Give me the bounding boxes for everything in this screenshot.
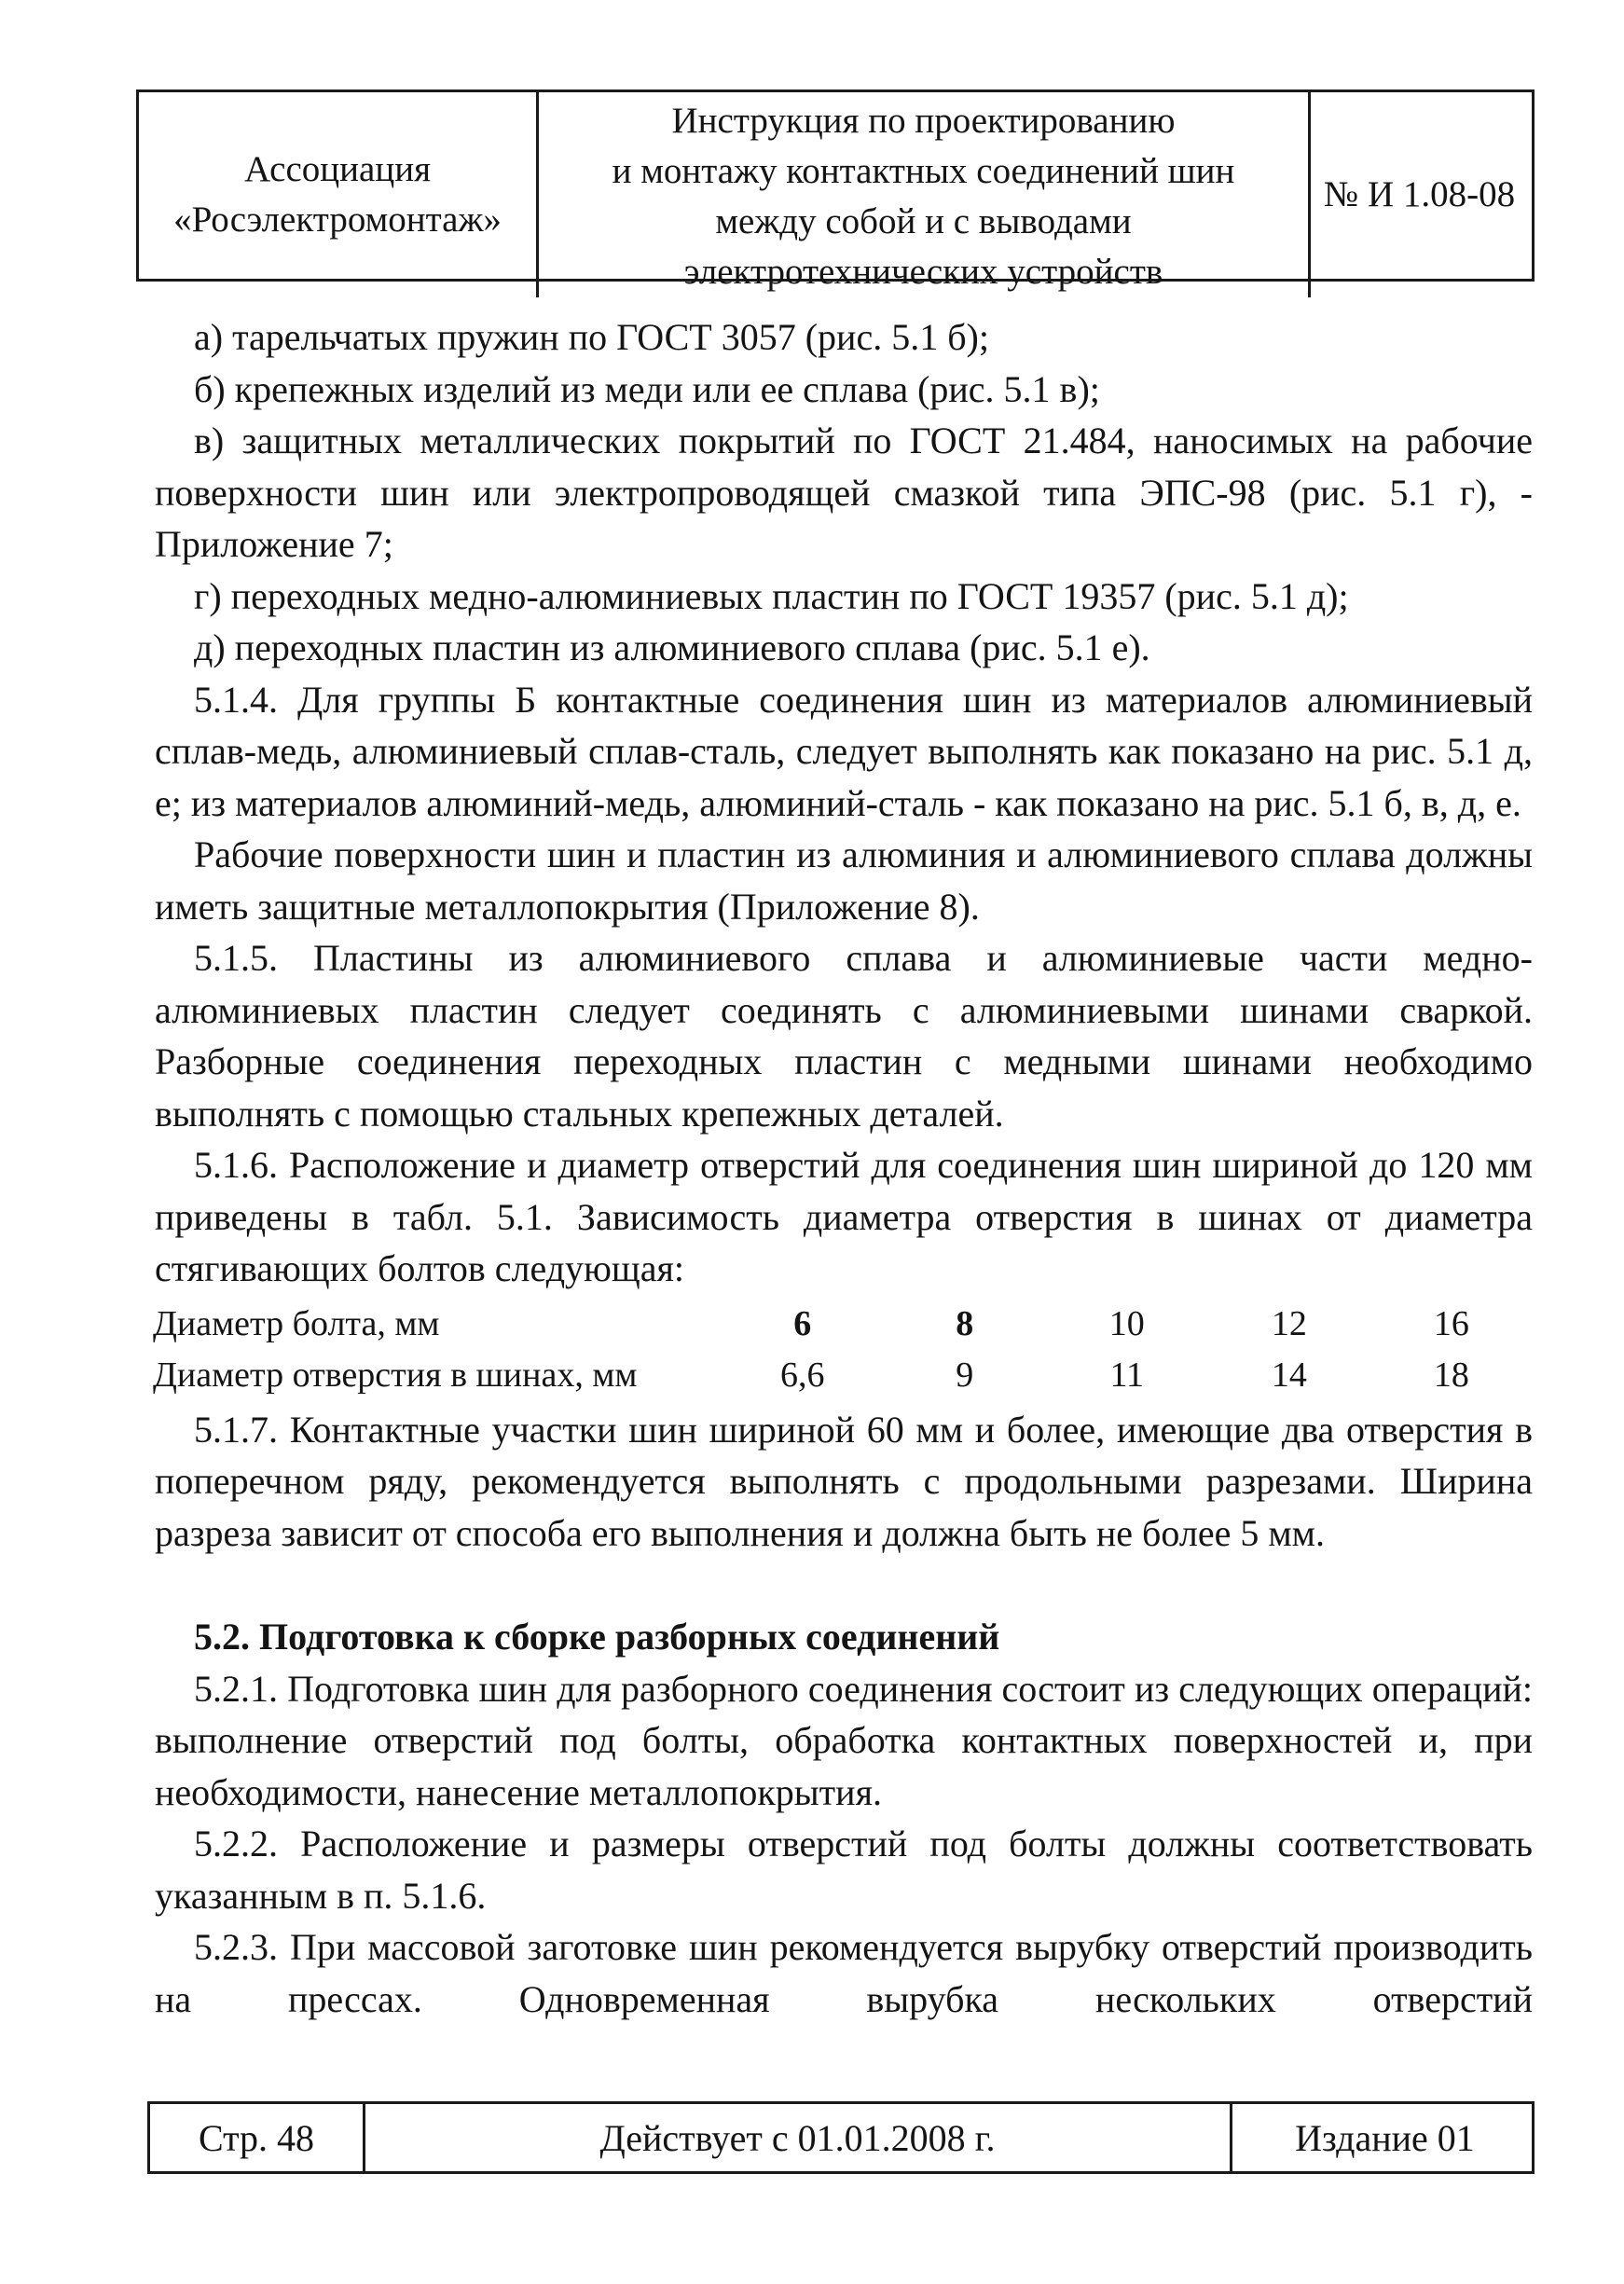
document-body <box>155 311 1533 2025</box>
org-name-line-1: Ассоциация <box>243 149 432 189</box>
table-cell: 6 <box>793 1303 812 1343</box>
paragraph-item-b: б) крепежных изделий из меди или ее сплава (рис. 5.1 в); <box>194 367 1100 410</box>
header-document-number: № И 1.08-08 <box>1308 92 1537 297</box>
table-cell: 6,6 <box>780 1355 825 1395</box>
paragraph-5-2-1: 5.2.1. Подготовка шин для разборного соединения состоит из следующих операций: выполнение отверстий под болты, обработка контактных поверхностей и, при необходимости, нанесение металлопокрытия. <box>155 1667 1533 1813</box>
table-cell: 12 <box>1271 1303 1307 1343</box>
paragraph-item-d: д) переходных пластин из алюминиевого сплава (рис. 5.1 е). <box>194 626 1150 668</box>
section-heading-5-2: 5.2. Подготовка к сборке разборных соединений <box>194 1616 1000 1658</box>
paragraph-5-1-6: 5.1.6. Расположение и диаметр отверстий для соединения шин шириной до 120 мм приведены в табл. 5.1. Зависимость диаметра отверстия в шинах от диаметра стягивающих болтов следующая: <box>155 1144 1533 1289</box>
document-header <box>136 89 1535 292</box>
header-document-title <box>536 92 1308 297</box>
table-cell: 8 <box>956 1303 974 1343</box>
table-row-label: Диаметр болта, мм <box>153 1303 440 1343</box>
paragraph-5-2-2: 5.2.2. Расположение и размеры отверстий под болты должны соответствовать указанным в п. 5.1.6. <box>155 1823 1533 1917</box>
paragraph-item-g: г) переходных медно-алюминиевых пластин по ГОСТ 19357 (рис. 5.1 д); <box>194 574 1349 617</box>
table-cell: 14 <box>1271 1355 1307 1395</box>
title-line-3: между собой и с выводами <box>715 201 1132 241</box>
paragraph-protective-coatings: Рабочие поверхности шин и пластин из алюминия и алюминиевого сплава должны иметь защитные металлопокрытия (Приложение 8). <box>155 833 1533 928</box>
title-line-2: и монтажу контактных соединений шин <box>612 151 1235 191</box>
paragraph-5-1-4: 5.1.4. Для группы Б контактные соединения шин из материалов алюминиевый сплав-медь, алюминиевый сплав-сталь, следует выполнять как показано на рис. 5.1 д, е; из материалов алюминий-медь, алюминий-сталь - как показано на рис. 5.1 б, в, д, е. <box>155 678 1533 824</box>
bolt-hole-diameter-table <box>153 1299 1533 1402</box>
org-name-line-2: «Росэлектромонтаж» <box>173 200 502 240</box>
footer-effective-date: Действует с 01.01.2008 г. <box>363 2104 1230 2171</box>
paragraph-5-1-7: 5.1.7. Контактные участки шин шириной 60 мм и более, имеющие два отверстия в поперечном ряду, рекомендуется выполнять с продольными разрезами. Ширина разреза зависит от способа его выполнения и должна быть не более 5 мм. <box>155 1408 1533 1554</box>
table-cell: 9 <box>956 1355 974 1395</box>
paragraph-5-2-3: 5.2.3. При массовой заготовке шин рекомендуется вырубку отверстий производить на прессах. Одновременная вырубка нескольких отверстий <box>155 1926 1533 2020</box>
table-row <box>153 1350 1533 1402</box>
table-row <box>153 1299 1533 1351</box>
paragraph-item-v: в) защитных металлических покрытий по ГОСТ 21.484, наносимых на рабочие поверхности шин или электропроводящей смазкой типа ЭПС-98 (рис. 5.1 г), - Приложение 7; <box>155 420 1533 565</box>
footer-page-number: Стр. 48 <box>198 2116 315 2159</box>
table-cell: 18 <box>1433 1355 1469 1395</box>
title-line-4: электротехнических устройств <box>683 252 1163 292</box>
document-footer <box>147 2101 1535 2174</box>
table-cell: 11 <box>1109 1355 1145 1395</box>
header-organization <box>139 92 536 297</box>
table-cell: 16 <box>1433 1303 1469 1343</box>
title-line-1: Инструкция по проектированию <box>671 101 1176 141</box>
paragraph-item-a: а) тарельчатых пружин по ГОСТ 3057 (рис. 5.1 б); <box>194 316 989 358</box>
table-row-label: Диаметр отверстия в шинах, мм <box>153 1355 638 1395</box>
footer-edition: Издание 01 <box>1230 2104 1537 2171</box>
table-cell: 10 <box>1108 1303 1145 1343</box>
paragraph-5-1-5: 5.1.5. Пластины из алюминиевого сплава и алюминиевые части медно-алюминиевых пластин следует соединять с алюминиевыми шинами сваркой. Разборные соединения переходных пластин с медными шинами необходимо выполнять с помощью стальных крепежных деталей. <box>155 937 1533 1135</box>
